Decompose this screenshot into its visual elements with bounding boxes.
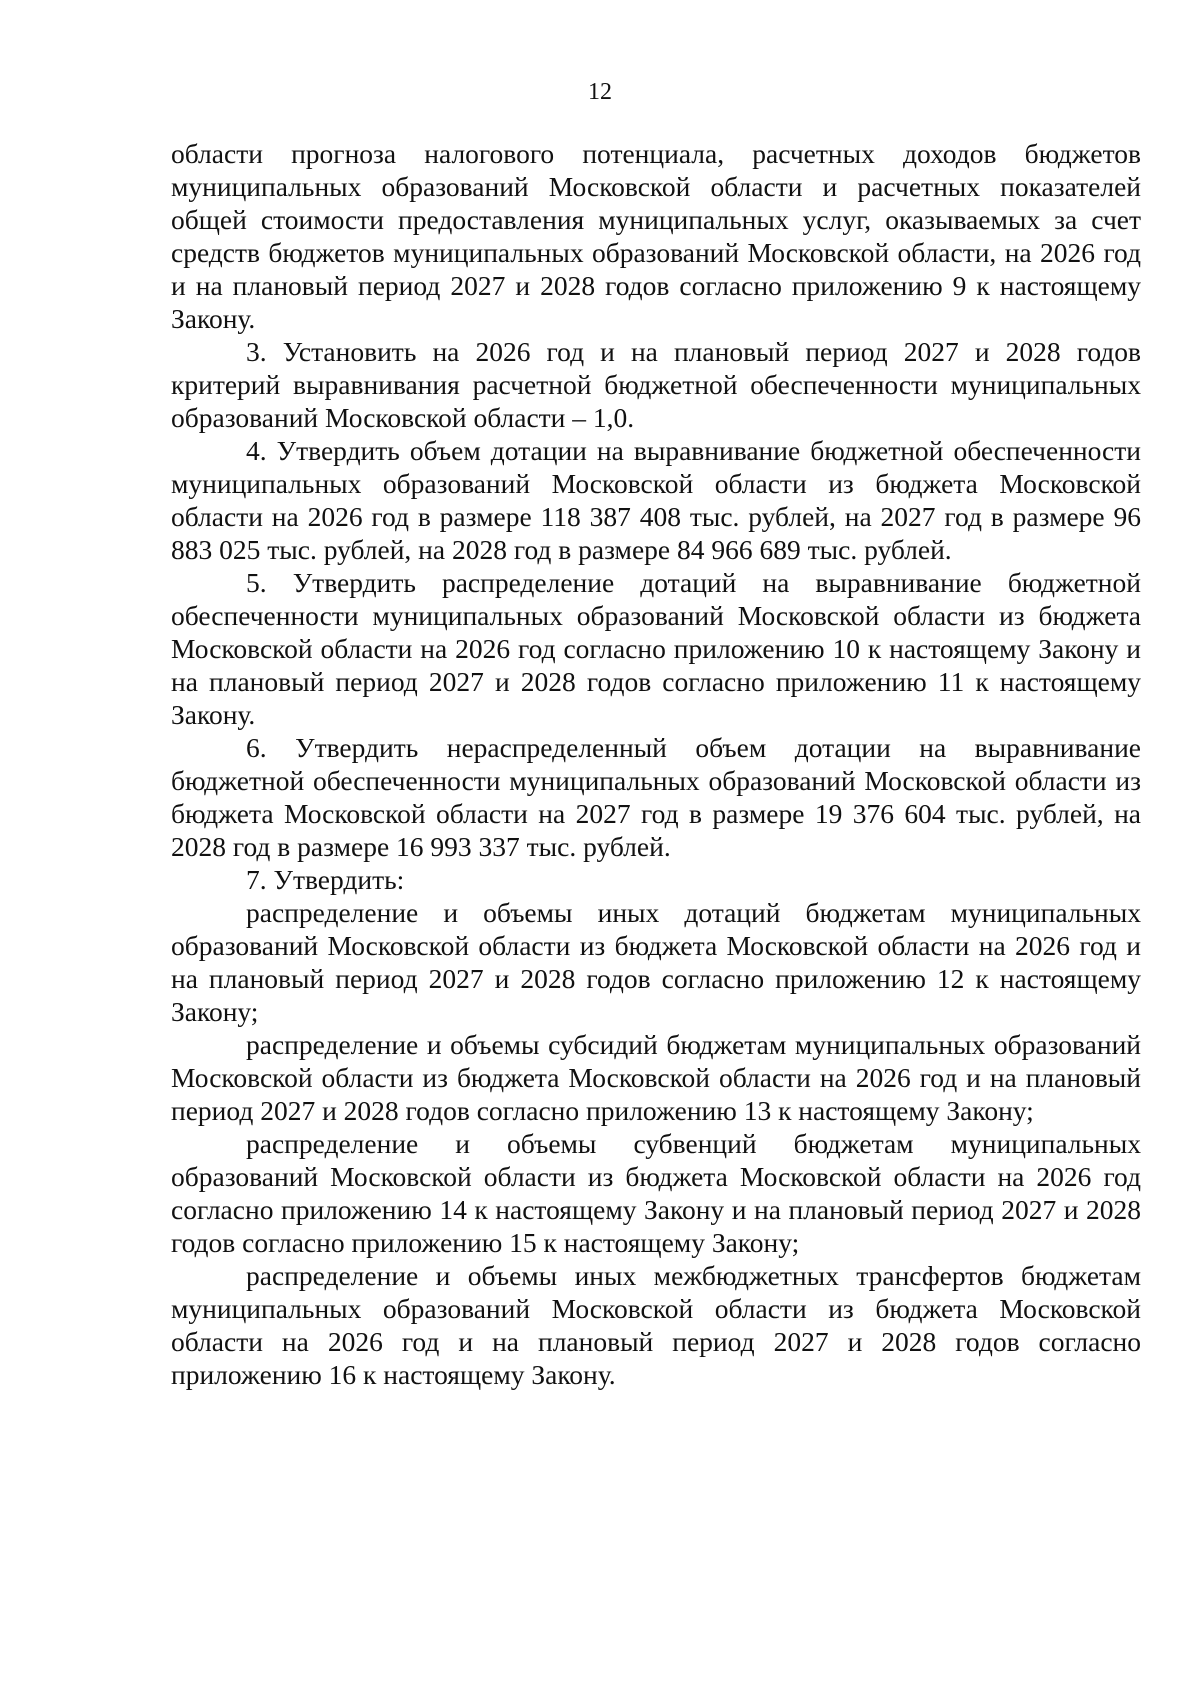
document-body <box>171 137 1141 1391</box>
paragraph-item-6: 6. Утвердить нераспределенный объем дотации на выравнивание бюджетной обеспеченности муниципальных образований Московской области из бюджета Московской области на 2027 год в размере 19 376 604 тыс. рублей, на 2028 год в размере 16 993 337 тыс. рублей. <box>171 732 1141 862</box>
paragraph-interbudget-transfers: распределение и объемы иных межбюджетных трансфертов бюджетам муниципальных образований Московской области из бюджета Московской области на 2026 год и на плановый период 2027 и 2028 годов согласно приложению 16 к настоящему Закону. <box>171 1260 1141 1390</box>
paragraph-subsidies: распределение и объемы субсидий бюджетам муниципальных образований Московской области из бюджета Московской области на 2026 год и на плановый период 2027 и 2028 годов согласно приложению 13 к настоящему Закону; <box>171 1029 1141 1126</box>
page-number: 12 <box>588 79 612 105</box>
paragraph-item-3: 3. Установить на 2026 год и на плановый период 2027 и 2028 годов критерий выравнивания расчетной бюджетной обеспеченности муниципальных образований Московской области – 1,0. <box>171 336 1141 433</box>
paragraph-subventions: распределение и объемы субвенций бюджетам муниципальных образований Московской области из бюджета Московской области на 2026 год согласно приложению 14 к настоящему Закону и на плановый период 2027 и 2028 годов согласно приложению 15 к настоящему Закону; <box>171 1128 1141 1258</box>
paragraph-item-4: 4. Утвердить объем дотации на выравнивание бюджетной обеспеченности муниципальных образований Московской области из бюджета Московской области на 2026 год в размере 118 387 408 тыс. рублей, на 2027 год в размере 96 883 025 тыс. рублей, на 2028 год в размере 84 966 689 тыс. рублей. <box>171 435 1141 565</box>
paragraph-continuation: области прогноза налогового потенциала, расчетных доходов бюджетов муниципальных образований Московской области и расчетных показателей общей стоимости предоставления муниципальных услуг, оказываемых за счет средств бюджетов муниципальных образований Московской области, на 2026 год и на плановый период 2027 и 2028 годов согласно приложению 9 к настоящему Закону. <box>171 138 1141 334</box>
paragraph-other-grants: распределение и объемы иных дотаций бюджетам муниципальных образований Московской области из бюджета Московской области на 2026 год и на плановый период 2027 и 2028 годов согласно приложению 12 к настоящему Закону; <box>171 897 1141 1027</box>
paragraph-item-5: 5. Утвердить распределение дотаций на выравнивание бюджетной обеспеченности муниципальных образований Московской области из бюджета Московской области на 2026 год согласно приложению 10 к настоящему Закону и на плановый период 2027 и 2028 годов согласно приложению 11 к настоящему Закону. <box>171 567 1141 730</box>
paragraph-item-7: 7. Утвердить: <box>246 864 405 895</box>
